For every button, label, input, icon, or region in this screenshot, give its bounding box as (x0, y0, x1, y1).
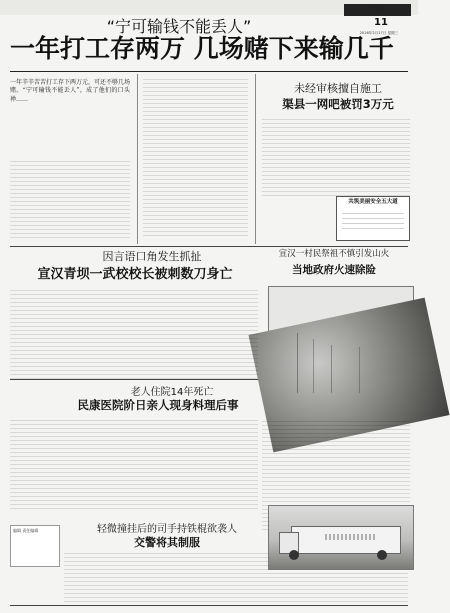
masthead-brand: 法治新闻 (365, 6, 390, 13)
page-number: 11 (374, 17, 388, 28)
masthead-brand-box (344, 4, 411, 16)
tree-line-4 (359, 347, 360, 393)
truck-photo (268, 505, 414, 570)
tree-line-3 (331, 345, 332, 393)
col-rule-2 (255, 74, 256, 244)
left-bottom-kicker: 老人住院14年死亡 (130, 387, 214, 398)
lead-intro: 一年辛辛苦苦打工存下两万元，可还不够几场赌。“宁可输钱不能丢人”，成了他们的口头禅…… (10, 79, 131, 103)
rule-under-lead (10, 71, 408, 72)
ad-box (336, 196, 410, 241)
right-top-title1: 未经审核擅自施工 (294, 82, 382, 95)
lead-body-col-1 (10, 161, 130, 238)
bottom-title2: 交警将其制服 (134, 536, 200, 549)
editor-note (10, 525, 60, 567)
tree-line-2 (313, 339, 314, 393)
ad-lines (342, 209, 404, 229)
ad-title: 共筑美丽安全五大道 (348, 199, 398, 205)
right-mid-title2: 当地政府火速除险 (292, 264, 376, 276)
bottom-title1: 轻微撞挂后的司手持铁棍欲袭人 (97, 524, 237, 535)
right-top-title2: 渠县一网吧被罚3万元 (282, 97, 394, 111)
left-mid-kicker: 因言语口角发生抓扯 (102, 250, 202, 263)
left-mid-title: 宣汉青坝一武校校长被刺数刀身亡 (37, 267, 233, 282)
lead-title: 一年打工存两万 几场赌下来输几千 (10, 34, 394, 63)
right-mid-title1: 宣汉一村民祭祖不慎引发山火 (278, 249, 390, 259)
bottom-footer-rule (10, 605, 408, 606)
truck-wheel-2 (377, 550, 387, 560)
tree-line-1 (297, 333, 298, 393)
date-line: 2016年2月17日 星期三 (359, 31, 399, 35)
lead-body-col-2 (143, 79, 248, 236)
left-bottom-body (10, 419, 258, 509)
truck-wheel-1 (289, 550, 299, 560)
mountain-photo (268, 286, 414, 413)
rule-lower (10, 379, 258, 380)
lead-kicker: “宁可输钱不能丢人” (106, 17, 252, 36)
left-mid-body (10, 289, 258, 379)
editor-note-text: 编辑 责任编辑 (13, 528, 39, 533)
truck-markings (325, 534, 375, 540)
right-top-body (262, 118, 410, 196)
col-rule-1 (137, 74, 138, 244)
left-bottom-title: 民康医院阶日亲人现身料理后事 (77, 398, 239, 412)
